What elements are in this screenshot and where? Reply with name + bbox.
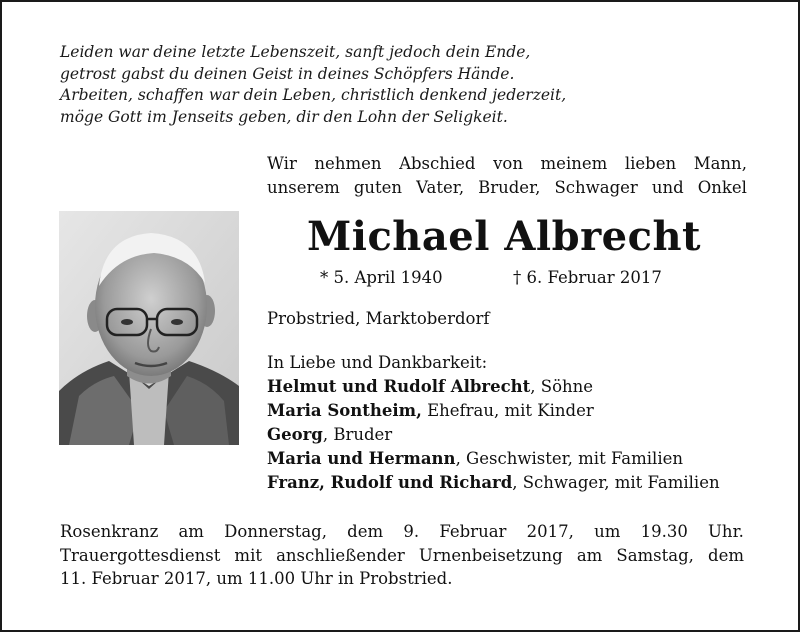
birth-date: * 5. April 1940 <box>320 268 443 287</box>
mourner-role: , Schwager, mit Familien <box>512 473 720 492</box>
poem-line: Leiden war deine letzte Lebenszeit, sanft jedoch dein Ende, <box>60 43 531 61</box>
service-word: Trauergottesdienst <box>60 545 221 565</box>
intro-word: Wir <box>267 154 297 173</box>
service-word: mit <box>234 545 262 565</box>
mourner-entry <box>267 423 720 447</box>
service-word: am <box>576 545 603 565</box>
intro-word: Schwager <box>554 178 638 197</box>
portrait-icon <box>59 211 239 445</box>
mourner-name: Franz, Rudolf und Richard <box>267 473 513 492</box>
mourner-entry <box>267 399 720 423</box>
service-details <box>60 520 744 591</box>
service-word: dem <box>347 522 384 541</box>
intro-word: guten <box>353 178 403 197</box>
poem-line: möge Gott im Jenseits geben, dir den Lohn der Seligkeit. <box>60 107 508 126</box>
farewell-intro <box>267 152 747 200</box>
intro-word: Abschied <box>399 154 476 173</box>
service-word: Rosenkranz <box>60 522 159 541</box>
intro-word: nehmen <box>314 154 382 173</box>
service-word: Urnenbeisetzung <box>418 545 563 565</box>
mourner-name: Maria und Hermann <box>267 449 456 468</box>
mourner-role: , Söhne <box>530 377 594 396</box>
mourner-entry <box>267 447 720 471</box>
mourner-entry <box>267 471 720 495</box>
portrait-photo <box>59 211 239 445</box>
service-word: 9. <box>403 522 420 541</box>
intro-word: Onkel <box>697 178 747 197</box>
mourner-name: Maria Sontheim, <box>267 401 422 420</box>
service-line-2 <box>60 544 744 568</box>
intro-word: von <box>493 154 523 173</box>
service-word: Donnerstag, <box>224 522 327 541</box>
intro-word: und <box>651 178 684 197</box>
service-word: anschließender <box>276 545 405 565</box>
mourner-name: Helmut und Rudolf Albrecht <box>267 377 531 396</box>
deceased-name: Michael Albrecht <box>306 213 702 260</box>
death-date: † 6. Februar 2017 <box>513 268 662 287</box>
intro-word: Mann, <box>693 154 747 173</box>
mourner-role: , Bruder <box>322 425 393 444</box>
service-word: dem <box>708 545 744 565</box>
memorial-poem <box>60 42 580 128</box>
service-word: Uhr. <box>708 522 744 541</box>
service-word: Februar <box>439 522 507 541</box>
mourner-entry <box>267 375 720 399</box>
service-word: Samstag, <box>616 545 694 565</box>
service-word: am <box>178 522 204 541</box>
service-line-1 <box>60 520 744 544</box>
residence-place: Probstried, Marktoberdorf <box>267 309 490 328</box>
intro-line-1 <box>267 152 747 176</box>
intro-word: Bruder, <box>478 178 541 197</box>
service-word: 2017, <box>526 522 574 541</box>
service-word: 19.30 <box>640 522 688 541</box>
intro-line-2 <box>267 176 747 200</box>
intro-word: lieben <box>624 154 677 173</box>
poem-line: Arbeiten, schaffen war dein Leben, christlich denkend jederzeit, <box>60 86 567 104</box>
mourner-name: Georg <box>267 425 323 444</box>
intro-word: Vater, <box>416 178 465 197</box>
intro-word: unserem <box>267 178 340 197</box>
mourners-heading: In Liebe und Dankbarkeit: <box>267 353 488 372</box>
poem-line: getrost gabst du deinen Geist in deines Schöpfers Hände. <box>60 64 515 83</box>
mourner-role: Ehefrau, mit Kinder <box>421 401 594 420</box>
mourners-list <box>267 351 720 495</box>
service-line-3: 11. Februar 2017, um 11.00 Uhr in Probstried. <box>60 569 453 588</box>
service-word: um <box>594 522 621 541</box>
mourner-role: , Geschwister, mit Familien <box>455 449 683 468</box>
intro-word: meinem <box>540 154 608 173</box>
